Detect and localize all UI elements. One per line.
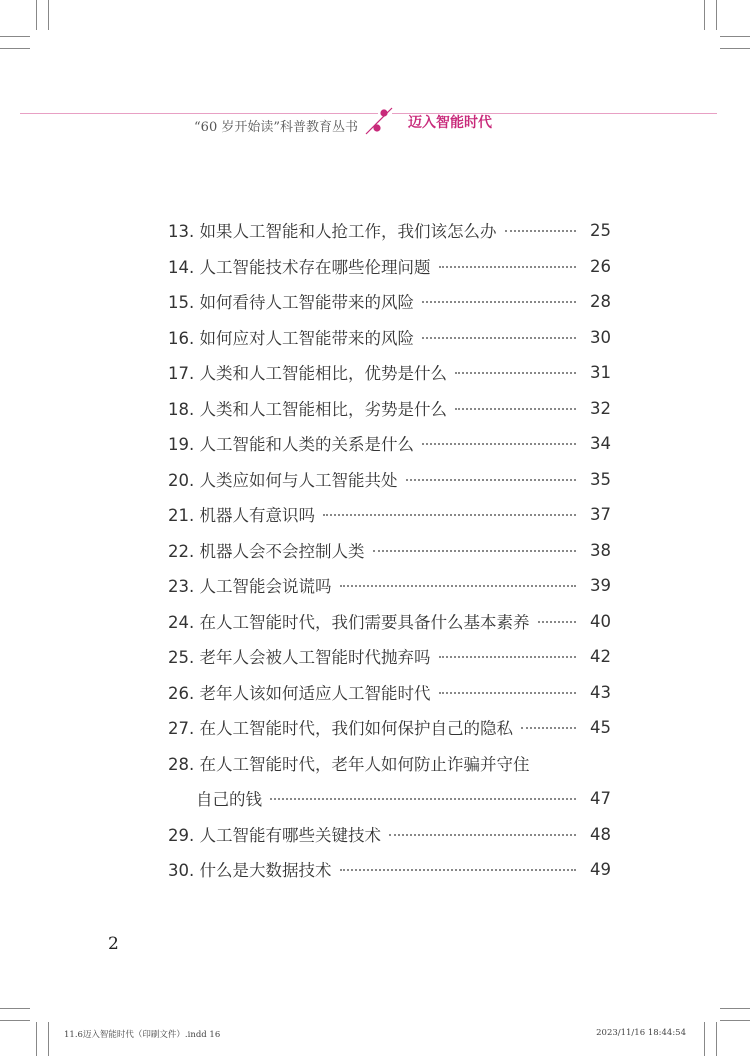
toc-entry-title: 27. 在人工智能时代，我们如何保护自己的隐私 xyxy=(168,719,513,738)
toc-entry xyxy=(168,677,610,707)
toc-entry-page: 37 xyxy=(590,504,611,524)
crop-mark xyxy=(0,48,30,49)
toc-entry-page: 43 xyxy=(590,682,611,702)
toc-entry xyxy=(168,712,610,742)
crop-mark xyxy=(0,36,30,37)
toc-entry xyxy=(168,215,610,245)
leader-dots xyxy=(521,727,576,729)
toc-entry-page: 42 xyxy=(590,646,611,666)
toc-entry-page: 48 xyxy=(590,824,611,844)
toc-entry-page: 47 xyxy=(590,788,611,808)
toc-entry xyxy=(168,570,610,600)
leader-dots xyxy=(422,337,576,339)
crop-mark xyxy=(0,1008,30,1009)
leader-dots xyxy=(406,479,577,481)
toc-entry xyxy=(168,535,610,565)
crop-mark xyxy=(716,0,717,30)
toc-entry-page: 32 xyxy=(590,398,611,418)
toc-entry-page: 40 xyxy=(590,611,611,631)
leader-dots xyxy=(340,869,577,871)
toc-entry-title: 14. 人工智能技术存在哪些伦理问题 xyxy=(168,258,431,277)
toc-entry-title: 26. 老年人该如何适应人工智能时代 xyxy=(168,684,431,703)
header-rule xyxy=(20,113,378,114)
toc-entry-page: 45 xyxy=(590,717,611,737)
toc-entry xyxy=(168,464,610,494)
toc-entry-title: 15. 如何看待人工智能带来的风险 xyxy=(168,293,414,312)
crop-mark xyxy=(36,1022,37,1056)
leader-dots xyxy=(270,798,576,800)
toc-entry-title: 30. 什么是大数据技术 xyxy=(168,861,332,880)
toc-entry-continuation xyxy=(196,783,610,813)
toc-entry xyxy=(168,357,610,387)
toc-entry xyxy=(168,286,610,316)
toc-entry xyxy=(168,819,610,849)
toc-entry xyxy=(168,428,610,458)
toc-entry-title: 29. 人工智能有哪些关键技术 xyxy=(168,826,381,845)
footer-file-info: 11.6迈入智能时代（印刷文件）.indd 16 xyxy=(64,1030,221,1040)
toc-entry-page: 35 xyxy=(590,469,611,489)
toc-entry-title: 23. 人工智能会说谎吗 xyxy=(168,577,332,596)
toc-entry-title: 18. 人类和人工智能相比，劣势是什么 xyxy=(168,400,447,419)
crop-mark xyxy=(720,48,750,49)
crop-mark xyxy=(720,1008,750,1009)
toc-entry-title: 13. 如果人工智能和人抢工作，我们该怎么办 xyxy=(168,222,497,241)
crop-mark xyxy=(704,0,705,30)
crop-mark xyxy=(720,1020,750,1021)
footer-timestamp: 2023/11/16 18:44:54 xyxy=(596,1028,686,1038)
leader-dots xyxy=(340,585,577,587)
toc-entry-title: 24. 在人工智能时代，我们需要具备什么基本素养 xyxy=(168,613,530,632)
crop-mark xyxy=(48,0,49,30)
leader-dots xyxy=(373,550,577,552)
leader-dots xyxy=(422,301,576,303)
toc-entry-title: 16. 如何应对人工智能带来的风险 xyxy=(168,329,414,348)
leader-dots xyxy=(323,514,576,516)
toc-entry-title: 自己的钱 xyxy=(196,790,262,809)
toc-entry xyxy=(168,499,610,529)
toc-entry xyxy=(168,641,610,671)
toc-entry xyxy=(168,322,610,352)
crop-mark xyxy=(0,1020,30,1021)
crop-mark xyxy=(48,1022,49,1056)
toc-entry-title: 25. 老年人会被人工智能时代抛弃吗 xyxy=(168,648,431,667)
toc-entry-title: 21. 机器人有意识吗 xyxy=(168,506,315,525)
leader-dots xyxy=(455,372,576,374)
dots-divider-icon xyxy=(362,104,398,140)
toc-entry-title: 17. 人类和人工智能相比，优势是什么 xyxy=(168,364,447,383)
toc-entry-page: 39 xyxy=(590,575,611,595)
crop-mark xyxy=(704,1022,705,1056)
toc-entry xyxy=(168,251,610,281)
toc-entry-title: 19. 人工智能和人类的关系是什么 xyxy=(168,435,414,454)
leader-dots xyxy=(439,692,577,694)
crop-mark xyxy=(716,1022,717,1056)
crop-mark xyxy=(36,0,37,30)
leader-dots xyxy=(538,621,577,623)
toc-entry-page: 28 xyxy=(590,291,611,311)
toc-entry-page: 30 xyxy=(590,327,611,347)
leader-dots xyxy=(439,656,577,658)
toc-entry-title: 28. 在人工智能时代，老年人如何防止诈骗并守住 xyxy=(168,755,530,774)
toc-entry-title: 22. 机器人会不会控制人类 xyxy=(168,542,365,561)
page-number: 2 xyxy=(108,934,119,954)
leader-dots xyxy=(505,230,577,232)
crop-mark xyxy=(720,36,750,37)
toc-entry-page: 25 xyxy=(590,220,611,240)
leader-dots xyxy=(389,834,576,836)
leader-dots xyxy=(422,443,576,445)
toc-entry xyxy=(168,606,610,636)
book-title: 迈入智能时代 xyxy=(408,115,492,131)
toc-entry-title: 20. 人类应如何与人工智能共处 xyxy=(168,471,398,490)
leader-dots xyxy=(439,266,577,268)
toc-entry-page: 38 xyxy=(590,540,611,560)
toc-entry-page: 26 xyxy=(590,256,611,276)
leader-dots xyxy=(455,408,576,410)
toc-entry xyxy=(168,748,610,778)
toc-entry-page: 49 xyxy=(590,859,611,879)
toc-entry xyxy=(168,854,610,884)
toc-entry xyxy=(168,393,610,423)
toc-entry-page: 31 xyxy=(590,362,611,382)
toc-entry-page: 34 xyxy=(590,433,611,453)
series-title: “60 岁开始读”科普教育丛书 xyxy=(194,120,358,135)
